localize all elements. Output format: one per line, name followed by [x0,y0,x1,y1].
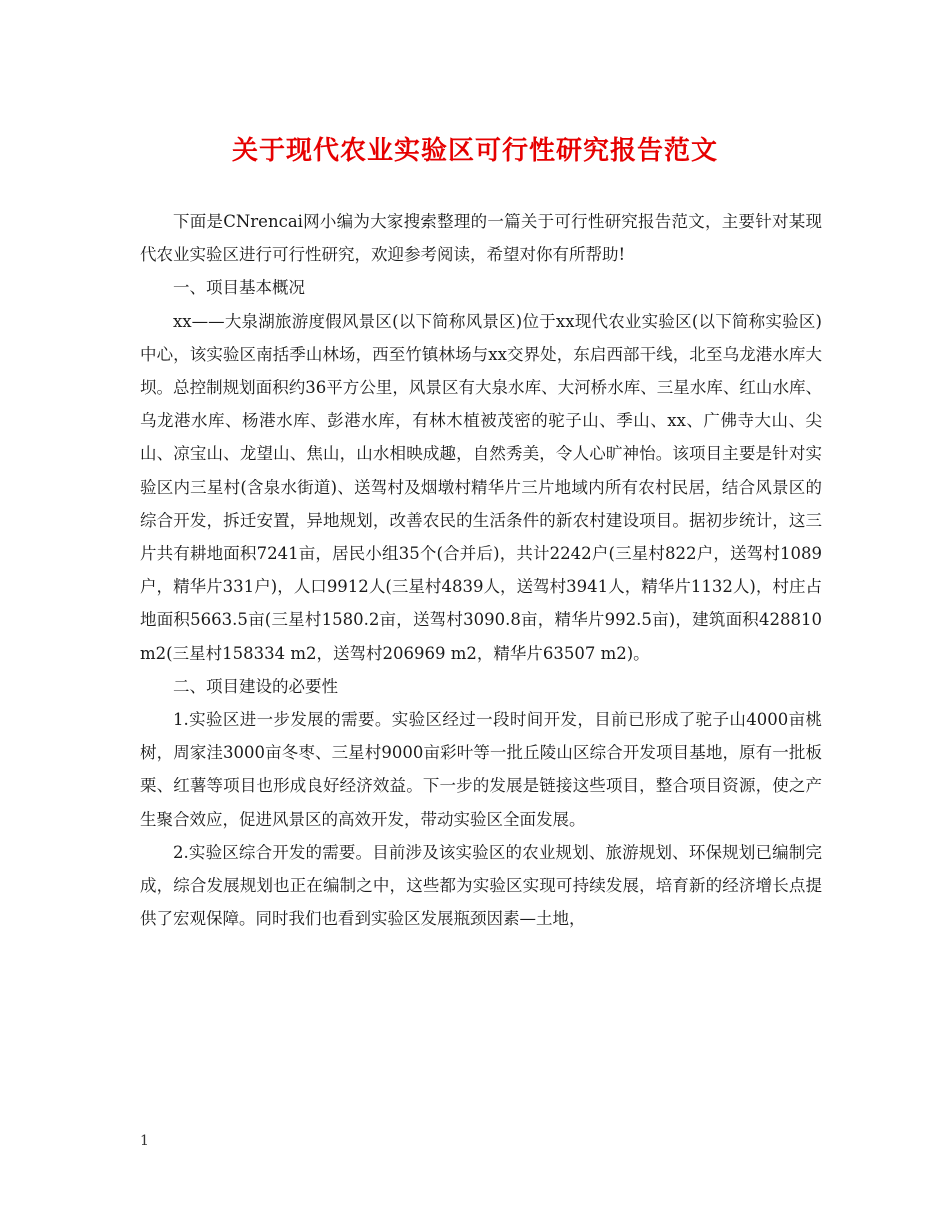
necessity-paragraph-1: 1.实验区进一步发展的需要。实验区经过一段时间开发，目前已形成了驼子山4000亩桃树，周家洼3000亩冬枣、三星村9000亩彩叶等一批丘陵山区综合开发项目基地，原有一批板栗、红薯等项目也形成良好经济效益。下一步的发展是链接这些项目，整合项目资源，使之产生聚合效应，促进风景区的高效开发，带动实验区全面发展。 [140,710,822,829]
document-title: 关于现代农业实验区可行性研究报告范文 [231,136,718,166]
necessity-paragraph-2: 2.实验区综合开发的需要。目前涉及该实验区的农业规划、旅游规划、环保规划已编制完成，综合发展规划也正在编制之中，这些都为实验区实现可持续发展，培育新的经济增长点提供了宏观保障。同时我们也看到实验区发展瓶颈因素—土地， [140,842,822,929]
section-heading-necessity: 二、项目建设的必要性 [173,676,338,696]
overview-paragraph: xx——大泉湖旅游度假风景区(以下简称风景区)位于xx现代农业实验区(以下简称实验区)中心，该实验区南括季山林场，西至竹镇林场与xx交界处，东启西部干线，北至乌龙港水库大坝。总控制规划面积约36平方公里，风景区有大泉水库、大河桥水库、三星水库、红山水库、乌龙港水库、杨港水库、彭港水库，有林木植被茂密的驼子山、季山、xx、广佛寺大山、尖山、凉宝山、龙望山、焦山，山水相映成趣，自然秀美，令人心旷神怡。该项目主要是针对实验区内三星村(含泉水街道)、送驾村及烟墩村精华片三片地域内所有农村民居，结合风景区的综合开发，拆迁安置，异地规划，改善农民的生活条件的新农村建设项目。据初步统计，这三片共有耕地面积7241亩，居民小组35个(合并后)，共计2242户(三星村822户，送驾村1089户，精华片331户)，人口9912人(三星村4839人，送驾村3941人，精华片1132人)，村庄占地面积5663.5亩(三星村1580.2亩，送驾村3090.8亩，精华片992.5亩)，建筑面积428810 m2(三星村158334 m2，送驾村206969 m2，精华片63507 m2)。 [140,311,822,663]
page-number: 1 [140,1133,149,1149]
section-heading-overview: 一、项目基本概况 [173,278,305,298]
document-body [140,205,822,935]
intro-paragraph: 下面是CNrencai网小编为大家搜索整理的一篇关于可行性研究报告范文，主要针对某现代农业实验区进行可行性研究，欢迎参考阅读，希望对你有所帮助! [140,212,822,265]
